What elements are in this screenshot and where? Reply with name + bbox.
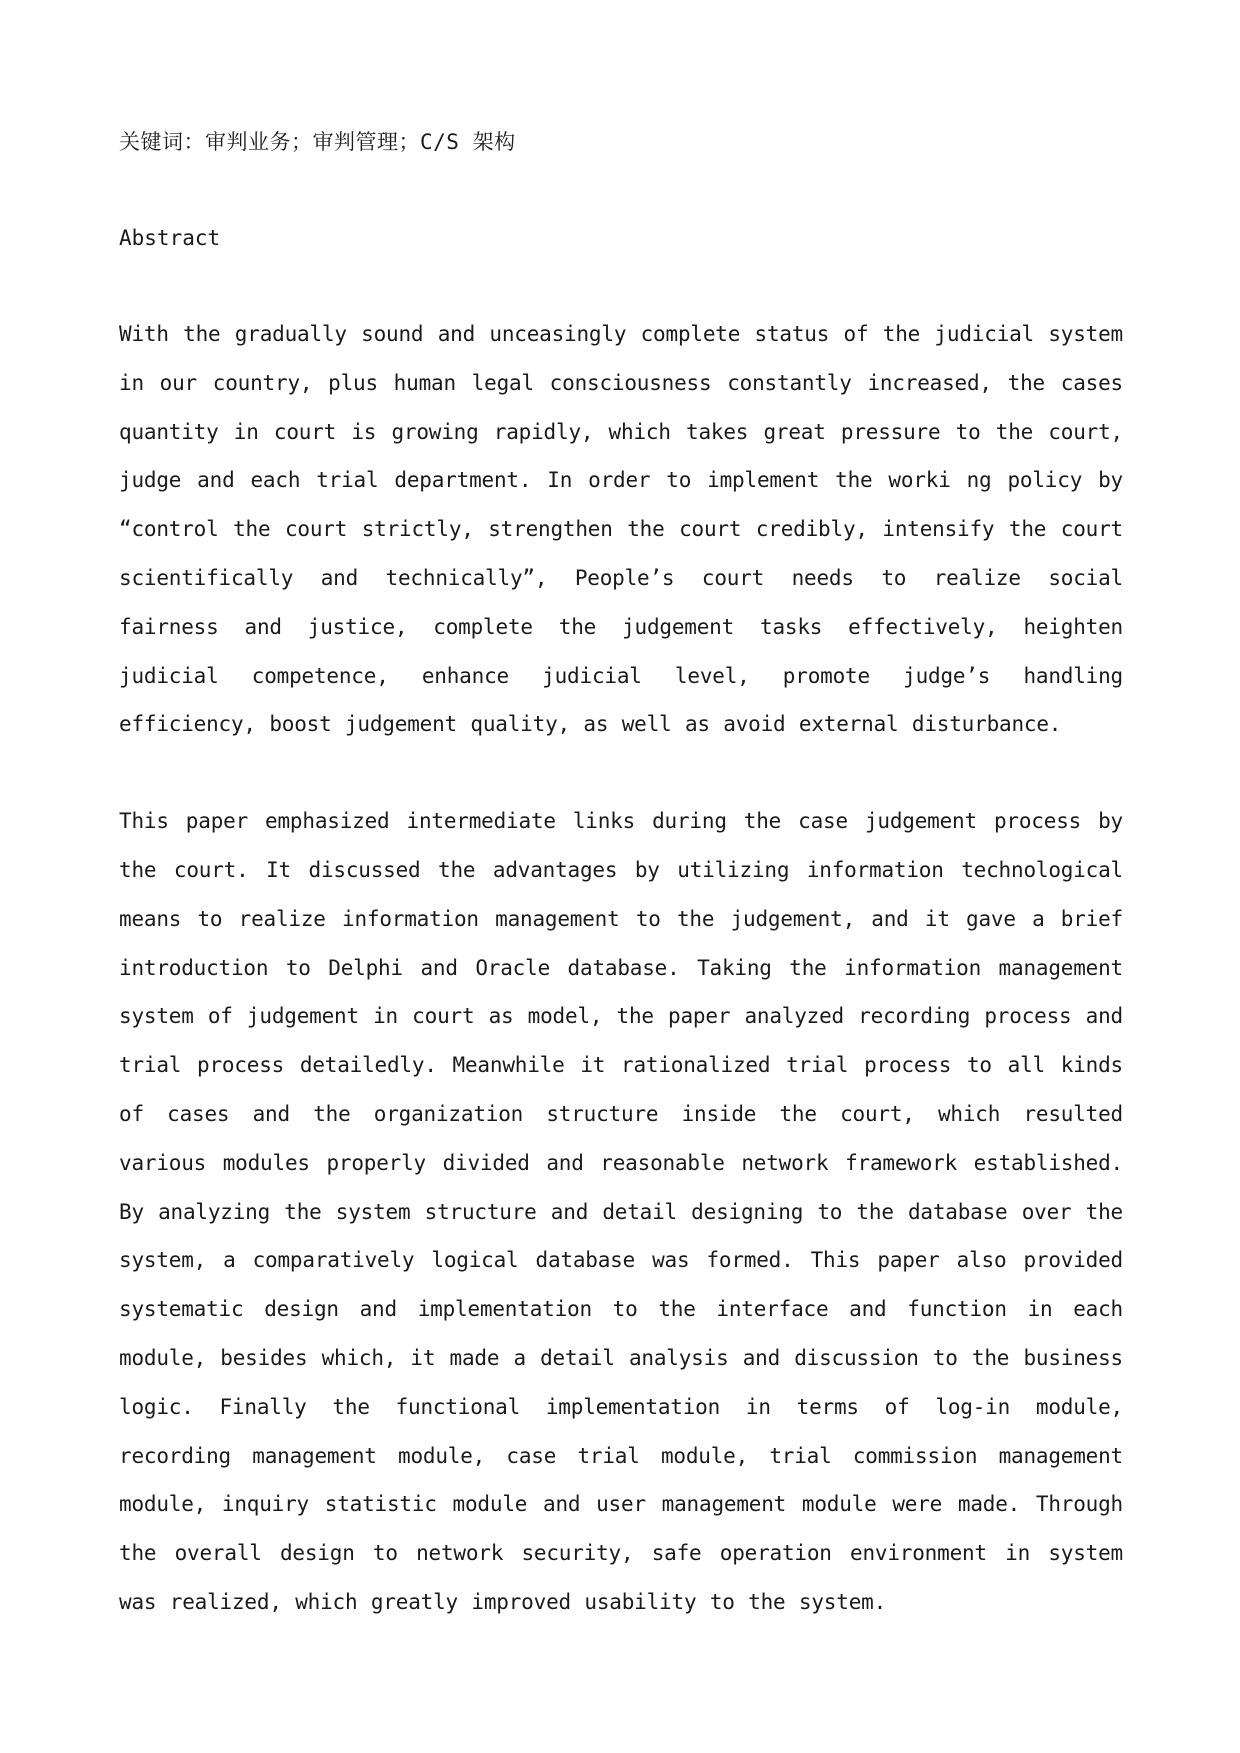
abstract-paragraph-2: This paper emphasized intermediate links during the case judgement process by the court. It discussed the advantages by utilizing information technological means to realize information management to the judgement, and it gave a brief introduction to Delphi and Oracle database. Taking the information management system of judgement in court as model, the paper analyzed recording process and trial process detailedly. Meanwhile it rationalized trial process to all kinds of cases and the organization structure inside the court, which resulted various modules properly divided and reasonable network framework established. By analyzing the system structure and detail designing to the database over the system, a comparatively logical database was formed. This paper also provided systematic design and implementation to the interface and function in each module, besides which, it made a detail analysis and discussion to the business logic. Finally the functional implementation in terms of log-in module, recording management module, case trial module, trial commission management module, inquiry statistic module and user management module were made. Through the overall design to network security, safe operation environment in system was realized, which greatly improved usability to the system.: [119, 809, 1123, 1614]
keywords-line: 关键词：审判业务；审判管理；C/S 架构: [119, 130, 516, 154]
abstract-heading: Abstract: [119, 226, 221, 250]
document-page: [119, 118, 1123, 1627]
abstract-paragraph-1: With the gradually sound and unceasingly complete status of the judicial system in our country, plus human legal consciousness constantly increased, the cases quantity in court is growing rapidly, which takes great pressure to the court, judge and each trial department. In order to implement the worki ng policy by “control the court strictly, strengthen the court credibly, intensify the court scientifically and technically”, People’s court needs to realize social fairness and justice, complete the judgement tasks effectively, heighten judicial competence, enhance judicial level, promote judge’s handling efficiency, boost judgement quality, as well as avoid external disturbance.: [119, 322, 1123, 737]
